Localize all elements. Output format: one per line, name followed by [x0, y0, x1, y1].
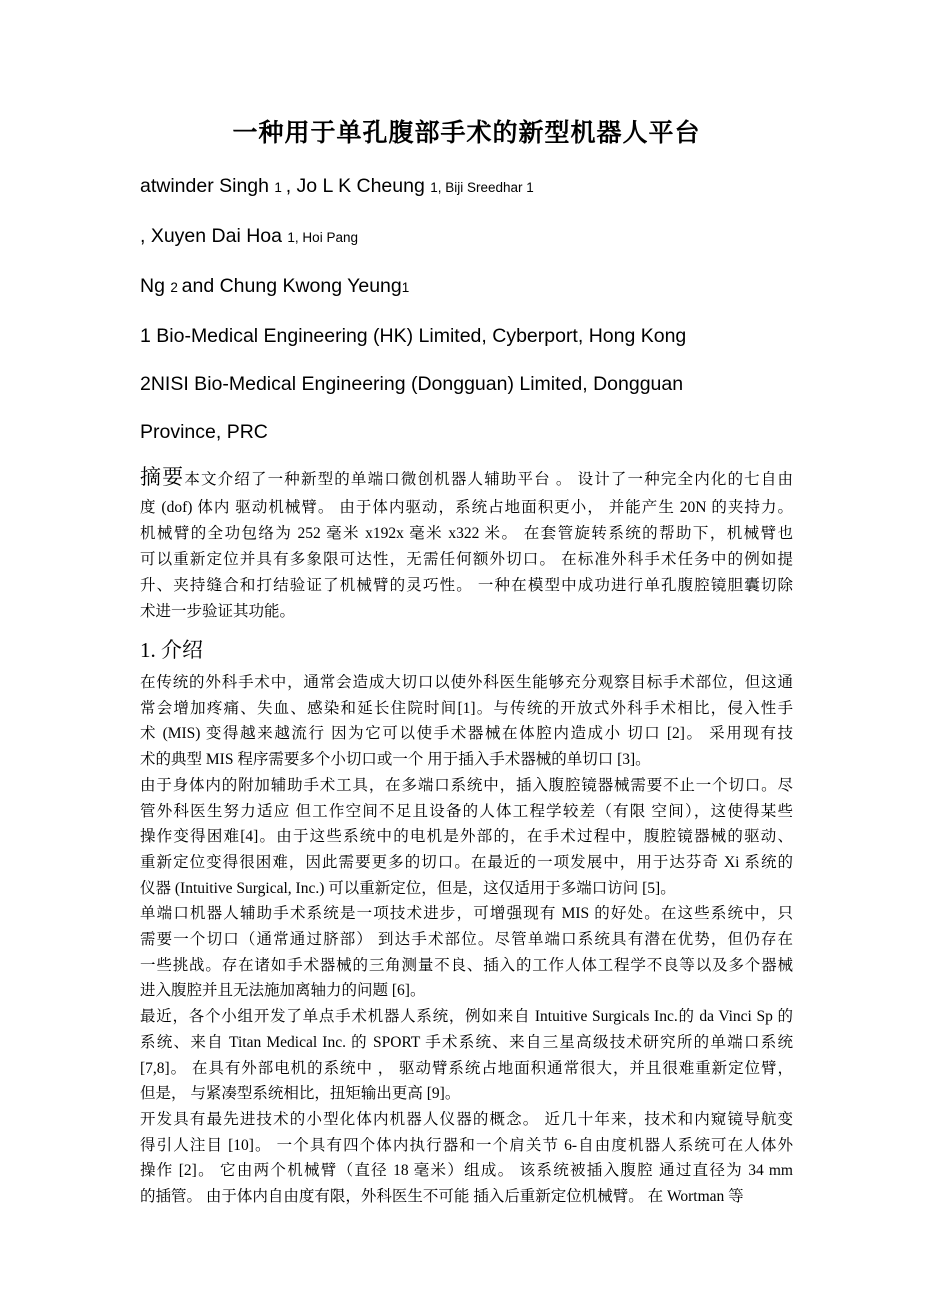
paragraph-line: 但是， 与紧凑型系统相比，扭矩输出更高 [9]。 [140, 1085, 461, 1103]
author-text: 2 [170, 280, 182, 295]
paragraph-line: 得引人注目 [10]。 一个具有四个体内执行器和一个肩关节 6-自由度机器人系统可在人体外 [140, 1136, 793, 1154]
abstract-lines [140, 495, 793, 625]
author-text: 1 [274, 180, 286, 195]
author-text: , Jo L K Cheung [285, 175, 431, 197]
author-text: 1, Hoi Pang [287, 230, 358, 245]
author-text: Ng [140, 275, 171, 297]
paragraph-line: 进入腹腔并且无法施加离轴力的问题 [6]。 [140, 982, 426, 1000]
abstract-first-line [140, 462, 793, 495]
abstract-label: 摘要 [140, 465, 185, 489]
paragraph-line: 术 (MIS) 变得越来越流行 因为它可以使手术器械在体腔内造成小 切口 [2]。 采用现有技 [140, 725, 793, 743]
abstract-line: 术进一步验证其功能。 [140, 603, 296, 620]
paragraph-line: 开发具有最先进技术的小型化体内机器人仪器的概念。 近几十年来，技术和内窥镜导航变 [140, 1110, 793, 1128]
author-text: atwinder Singh [140, 175, 275, 197]
document-content [140, 0, 793, 1210]
abstract-line: 本文介绍了一种新型的单端口微创机器人辅助平台 。 设计了一种完全内化的七自由 [184, 471, 793, 488]
abstract-line: 机械臂的全功包络为 252 毫米 x192x 毫米 x322 米。 在套管旋转系统的帮助下，机械臂也 [140, 525, 793, 542]
introduction-paragraphs [140, 670, 793, 1210]
author-text: and Chung Kwong Yeung [181, 275, 402, 297]
author-lines [140, 162, 793, 312]
paragraph-line: 常会增加疼痛、失血、感染和延长住院时间[1]。与传统的开放式外科手术相比，侵入性手 [140, 699, 793, 717]
paragraph-line: 系统、来自 Titan Medical Inc. 的 SPORT 手术系统、来自三星高级技术研究所的单端口系统 [140, 1033, 793, 1051]
paragraph-line: 操作变得困难[4]。由于这些系统中的电机是外部的，在手术过程中，腹腔镜器械的驱动、 [140, 828, 793, 846]
affiliation-line: Province, PRC [140, 421, 268, 443]
paragraph-line: 最近，各个小组开发了单点手术机器人系统，例如来自 Intuitive Surgicals Inc.的 da Vinci Sp 的 [140, 1008, 793, 1026]
author-line [140, 162, 793, 212]
abstract-line: 升、夹持缝合和打结验证了机械臂的灵巧性。 一种在模型中成功进行单孔腹腔镜胆囊切除 [140, 577, 793, 594]
paragraph-line: 的插管。 由于体内自由度有限，外科医生不可能 插入后重新定位机械臂。 在 Wortman 等 [140, 1188, 744, 1206]
author-text: , Xuyen Dai Hoa [140, 225, 288, 247]
affiliation-line: 1 Bio-Medical Engineering (HK) Limited, Cyberport, Hong Kong [140, 325, 687, 347]
paragraph-line: 术的典型 MIS 程序需要多个小切口或一个 用于插入手术器械的单切口 [3]。 [140, 751, 651, 769]
paragraph-line: 单端口机器人辅助手术系统是一项技术进步，可增强现有 MIS 的好处。在这些系统中，只 [140, 905, 793, 923]
section-heading-introduction: 1. 介绍 [140, 638, 203, 662]
affiliation-lines [140, 312, 793, 456]
paragraph-line: 管外科医生努力适应 但工作空间不足且设备的人体工程学较差（有限 空间），这使得某些 [140, 802, 793, 820]
author-line [140, 212, 793, 262]
affiliation-line: 2NISI Bio-Medical Engineering (Dongguan) Limited, Dongguan [140, 373, 684, 395]
author-text: 1, Biji Sreedhar 1 [430, 180, 534, 195]
paragraph-line: 在传统的外科手术中，通常会造成大切口以使外科医生能够充分观察目标手术部位，但这通 [140, 674, 793, 691]
abstract-line: 度 (dof) 体内 驱动机械臂。 由于体内驱动，系统占地面积更小， 并能产生 20N 的夹持力。 [140, 499, 793, 516]
paragraph-line: [7,8]。 在具有外部电机的系统中 ， 驱动臂系统占地面积通常很大，并且很难重新定位臂， [140, 1059, 793, 1077]
page-title: 一种用于单孔腹部手术的新型机器人平台 [232, 119, 701, 147]
paragraph-line: 仪器 (Intuitive Surgical, Inc.) 可以重新定位，但是，这仅适用于多端口访问 [5]。 [140, 879, 676, 897]
abstract-section [140, 462, 793, 625]
author-text: 1 [401, 280, 410, 295]
abstract-line: 可以重新定位并具有多象限可达性，无需任何额外切口。 在标准外科手术任务中的例如提 [140, 551, 793, 568]
author-line [140, 262, 793, 312]
paragraph-line: 需要一个切口（通常通过脐部） 到达手术部位。尽管单端口系统具有潜在优势，但仍存在 [140, 931, 793, 949]
paragraph-line: 操作 [2]。 它由两个机械臂（直径 18 毫米）组成。 该系统被插入腹腔 通过直径为 34 mm [140, 1162, 793, 1180]
paragraph-line: 重新定位变得很困难，因此需要更多的切口。在最近的一项发展中，用于达芬奇 Xi 系统的 [140, 853, 793, 871]
paragraph-line: 一些挑战。存在诸如手术器械的三角测量不良、插入的工作人体工程学不良等以及多个器械 [140, 956, 793, 974]
byline-group [140, 162, 793, 456]
paragraph-line: 由于身体内的附加辅助手术工具，在多端口系统中，插入腹腔镜器械需要不止一个切口。尽 [140, 776, 793, 794]
